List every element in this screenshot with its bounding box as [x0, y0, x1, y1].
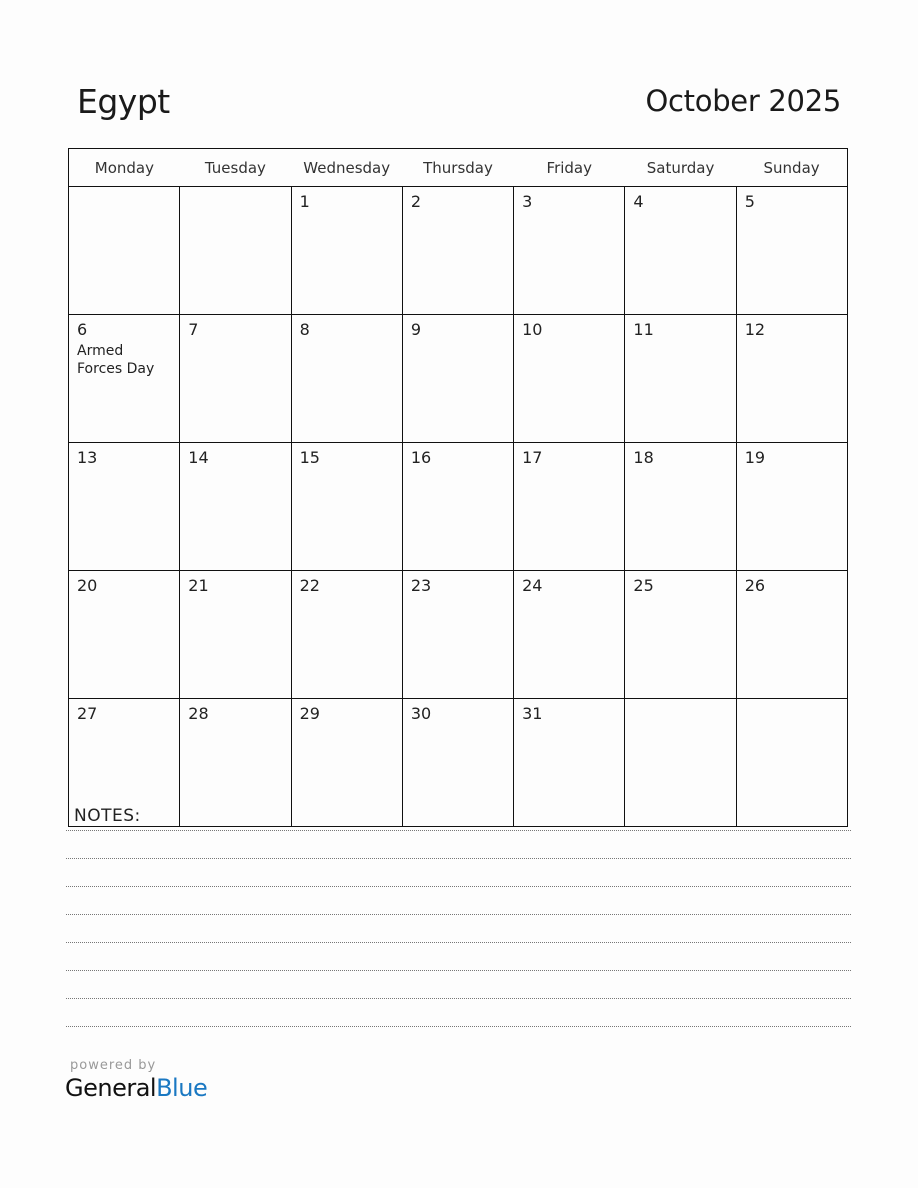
- day-number: 6: [77, 320, 88, 339]
- day-number: 15: [299, 448, 320, 467]
- day-cell: [402, 699, 513, 827]
- day-cell: [291, 187, 402, 315]
- day-number: 26: [744, 576, 766, 595]
- day-cell: [514, 571, 625, 699]
- day-cell: [402, 315, 513, 443]
- day-cell: [514, 699, 625, 827]
- day-cell: [514, 187, 625, 315]
- empty-day-cell: [180, 187, 291, 315]
- weekday-header-row: [69, 149, 848, 187]
- day-number: 4: [633, 192, 644, 211]
- empty-day-cell: [736, 699, 847, 827]
- day-cell: [514, 315, 625, 443]
- day-cell: [514, 443, 625, 571]
- day-number: 28: [188, 704, 209, 723]
- day-cell: [402, 571, 513, 699]
- generalblue-logo: [65, 1074, 207, 1102]
- day-cell: [180, 443, 291, 571]
- day-cell: [402, 443, 513, 571]
- empty-day-cell: [625, 699, 736, 827]
- day-number: 16: [410, 448, 432, 467]
- day-number: 17: [522, 448, 543, 467]
- day-cell: [291, 315, 402, 443]
- weekday-thursday: Thursday: [402, 149, 513, 187]
- day-cell: [69, 571, 180, 699]
- day-number: 3: [522, 192, 533, 211]
- day-number: 13: [77, 448, 98, 467]
- day-number: 25: [633, 576, 654, 595]
- week-row: [69, 443, 848, 571]
- day-number: 2: [410, 192, 422, 211]
- country-title: Egypt: [77, 82, 170, 121]
- day-cell: [180, 571, 291, 699]
- note-line: [66, 998, 851, 999]
- day-cell: [625, 443, 736, 571]
- week-row: [69, 571, 848, 699]
- day-number: 8: [299, 320, 310, 339]
- day-cell: [736, 315, 847, 443]
- day-cell: [291, 443, 402, 571]
- weekday-saturday: Saturday: [625, 149, 736, 187]
- day-number: 23: [410, 576, 432, 595]
- day-cell: [625, 315, 736, 443]
- day-cell: [69, 315, 180, 443]
- brand-blue: Blue: [156, 1074, 208, 1102]
- note-line: [66, 942, 851, 943]
- note-line: [66, 970, 851, 971]
- calendar-grid: [68, 148, 848, 827]
- day-cell: [180, 699, 291, 827]
- note-line: [66, 914, 851, 915]
- day-number: 22: [299, 576, 320, 595]
- weekday-wednesday: Wednesday: [291, 149, 402, 187]
- day-number: 14: [188, 448, 209, 467]
- day-number: 10: [522, 320, 543, 339]
- weekday-monday: Monday: [69, 149, 180, 187]
- day-cell: [736, 571, 847, 699]
- day-number: 7: [188, 320, 199, 339]
- day-cell: [291, 571, 402, 699]
- note-line: [66, 858, 851, 859]
- day-cell: [736, 443, 847, 571]
- week-row: [69, 315, 848, 443]
- week-row: [69, 187, 848, 315]
- day-number: 24: [522, 576, 543, 595]
- day-number: 9: [410, 320, 422, 339]
- notes-label: NOTES:: [74, 806, 141, 826]
- brand-general: General: [65, 1074, 157, 1102]
- day-number: 20: [77, 576, 98, 595]
- day-number: 18: [633, 448, 654, 467]
- day-number: 27: [77, 704, 98, 723]
- weekday-sunday: Sunday: [736, 149, 847, 187]
- day-cell: [69, 443, 180, 571]
- empty-day-cell: [69, 187, 180, 315]
- powered-by-label: powered by: [70, 1058, 157, 1073]
- day-number: 21: [188, 576, 209, 595]
- day-cell: [180, 315, 291, 443]
- note-line: [66, 830, 851, 831]
- day-number: 19: [744, 448, 766, 467]
- day-cell: [402, 187, 513, 315]
- day-cell: [625, 187, 736, 315]
- day-number: 12: [744, 320, 766, 339]
- day-cell: [736, 187, 847, 315]
- day-cell: [291, 699, 402, 827]
- weekday-tuesday: Tuesday: [180, 149, 291, 187]
- week-row: [69, 699, 848, 827]
- month-year-title: October 2025: [645, 84, 841, 118]
- day-number: 5: [744, 192, 755, 211]
- holiday-label: Armed Forces Day: [77, 343, 155, 377]
- day-number: 11: [633, 320, 654, 339]
- day-cell: [625, 571, 736, 699]
- day-number: 29: [299, 704, 320, 723]
- day-number: 31: [522, 704, 543, 723]
- day-number: 30: [410, 704, 432, 723]
- note-line: [66, 1026, 851, 1027]
- note-line: [66, 886, 851, 887]
- weekday-friday: Friday: [514, 149, 625, 187]
- day-number: 1: [299, 192, 310, 211]
